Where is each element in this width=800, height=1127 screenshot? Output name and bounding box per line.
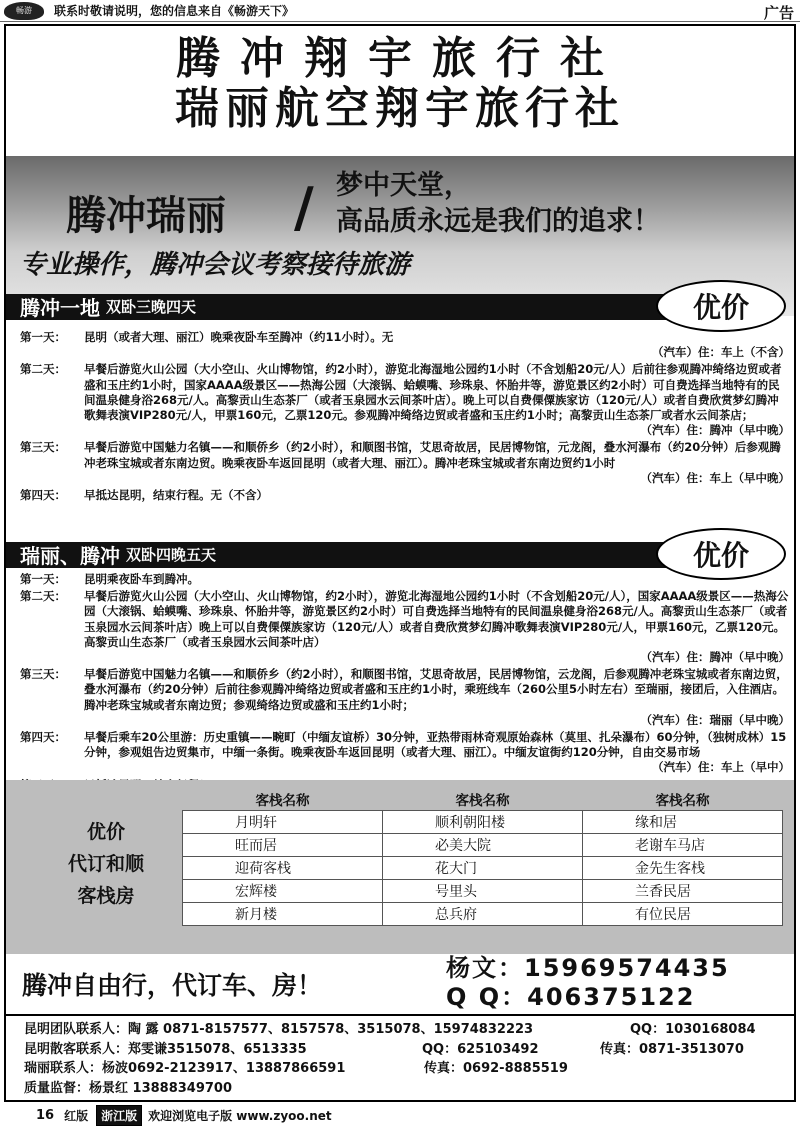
region-badge: 浙江版	[96, 1105, 142, 1126]
contact-list	[24, 1020, 794, 1098]
day-text: 早餐后游览中国魅力名镇——和顺侨乡（约2小时），和顺图书馆，艾思奇故居，民居博物馆，元龙阁，叠水河瀑布（约20分钟）后参观腾冲老珠宝城或者东南边贸。晚乘夜卧车返回昆明（或者大理、丽江）。腾冲老珠宝城或者东南边贸约1小时 （汽车）住：车上（早中晚）	[84, 440, 790, 485]
inn-name-cell: 花大门	[383, 856, 583, 879]
itinerary-day	[20, 330, 790, 360]
title-line-2: 瑞丽航空翔宇旅行社	[175, 83, 625, 134]
day-transport: （汽车）住：车上（不含）	[652, 345, 790, 360]
section-subtitle: 双卧四晚五天	[126, 545, 217, 564]
day-text: 早餐后游览中国魅力名镇——和顺侨乡（约2小时），和顺图书馆，艾思奇故居，民居博物馆，云龙阁，后参观腾冲老珠宝城或者东南边贸，叠水河瀑布（约20分钟）后前往参观腾冲绮络边贸或者盛和玉庄约1小时，乘班线车（260公里5小时左右）至瑞丽，接团后，入住酒店。腾冲老珠宝城或者东南边贸；参观绮络边贸或盛和玉庄约1小时； （汽车）住：瑞丽（早中晚）	[84, 667, 790, 727]
itinerary-day	[20, 667, 790, 728]
itinerary-day	[20, 440, 790, 486]
banner-tagline: 梦中天堂， 高品质永远是我们的追求！	[336, 170, 660, 237]
day-transport: （汽车）住：车上（早中）	[652, 760, 790, 775]
inn-name-cell: 总兵府	[383, 902, 583, 925]
inn-table-header	[183, 788, 783, 810]
section-header-tengchong	[6, 288, 794, 324]
day-transport: （汽车）住：腾冲（早中晚）	[640, 650, 790, 665]
inn-column-header: 客栈名称	[655, 792, 710, 809]
day-transport: （汽车）住：腾冲（早中晚）	[640, 423, 790, 438]
inn-name-cell: 新月楼	[183, 902, 383, 925]
day-label: 第一天：	[20, 572, 66, 586]
day-text: 早餐后乘车20公里游：历史重镇——畹町（中缅友谊桥）30分钟，亚热带雨林奇观原始森林（莫里、扎朵瀑布）60分钟，（独树成林）15分钟，参观姐告边贸集市，中缅一条街。晚乘夜卧车返回昆明（或者大理、丽江）。中缅友谊街约120分钟，自由交易市场 （汽车）住：车上（早中）	[84, 730, 790, 775]
itinerary-day	[20, 572, 790, 587]
inn-name-cell: 顺利朝阳楼	[383, 810, 583, 833]
day-text: 早餐后游览火山公园（大小空山、火山博物馆，约2小时），游览北海湿地公园约1小时（不含划船20元/人），国家AAAA级景区——热海公园（大滚锅、蛤蟆嘴、珍珠泉、怀胎井等，游览景区约2小时）可自费选择当地特有的民间温泉健身浴268元/人。高黎贡山生态茶厂（或者玉泉园水云间茶叶店）晚上可以自费傈僳族家访（120元/人）或者自费欣赏梦幻腾冲歌舞表演VIP280元/人，甲票160元，乙票120元。高黎贡山生态茶厂（或者玉泉园水云间茶叶店） （汽车）住：腾冲（早中晚）	[84, 589, 790, 665]
itinerary-tengchong	[20, 330, 790, 505]
contact-row: 瑞丽联系人：杨波0692-2123917、13887866591 传真：0692-8885519	[24, 1061, 568, 1076]
section-title: 瑞丽、腾冲	[20, 543, 120, 568]
inn-name-cell: 有位民居	[583, 902, 783, 925]
banner-slash: /	[294, 176, 314, 239]
day-text: 昆明乘夜卧车到腾冲。	[84, 572, 199, 586]
inn-column-header: 客栈名称	[455, 792, 510, 809]
day-text: 昆明（或者大理、丽江）晚乘夜卧车至腾冲（约11小时）。无 （汽车）住：车上（不含）	[84, 330, 790, 360]
inn-name-cell: 号里头	[383, 879, 583, 902]
inn-name-cell: 缘和居	[583, 810, 783, 833]
divider	[6, 1014, 794, 1016]
inn-name-cell: 兰香民居	[583, 879, 783, 902]
price-burst: 优价	[656, 280, 786, 332]
day-label: 第三天：	[20, 667, 66, 682]
inn-table	[182, 788, 783, 926]
itinerary-day	[20, 730, 790, 776]
day-label: 第一天：	[20, 330, 66, 344]
section-subtitle: 双卧三晚四天	[106, 297, 197, 316]
table-row	[183, 879, 783, 902]
inn-name-cell: 金先生客栈	[583, 856, 783, 879]
ad-label: 广告	[763, 4, 794, 22]
table-row	[183, 833, 783, 856]
day-transport: （汽车）住：车上（早中晚）	[640, 470, 790, 485]
title-line-1: 腾冲翔宇旅行社	[176, 33, 624, 84]
day-label: 第四天：	[20, 730, 66, 745]
source-notice: 联系时敬请说明，您的信息来自《畅游天下》	[54, 4, 295, 18]
table-row	[183, 810, 783, 833]
website-link[interactable]: 欢迎浏览电子版 www.zyoo.net	[148, 1109, 332, 1123]
itinerary-day	[20, 488, 790, 503]
section-header-ruili	[6, 536, 794, 572]
day-label: 第三天：	[20, 440, 66, 455]
banner-destination: 腾冲瑞丽	[66, 192, 226, 239]
inn-name-cell: 迎荷客栈	[183, 856, 383, 879]
page-footer	[0, 1104, 800, 1127]
day-label: 第二天：	[20, 362, 66, 377]
itinerary-day	[20, 362, 790, 438]
top-bar	[0, 0, 800, 22]
magazine-logo: 畅游	[4, 2, 44, 20]
itinerary-day	[20, 589, 790, 665]
day-label: 第二天：	[20, 589, 66, 604]
inn-name-cell: 必美大院	[383, 833, 583, 856]
section-title: 腾冲一地	[20, 295, 100, 320]
price-burst: 优价	[656, 528, 786, 580]
agency-titles	[6, 34, 794, 134]
inn-name-cell: 宏辉楼	[183, 879, 383, 902]
day-text: 早抵达昆明，结束行程。无（不含）	[84, 488, 268, 503]
table-row	[183, 902, 783, 925]
contact-row: 昆明团队联系人：陶 露 0871-8157577、8157578、3515078、15974832223 QQ：1030168084	[24, 1022, 756, 1037]
inn-booking-panel	[6, 780, 794, 954]
inn-panel-caption: 优价 代订和顺 客栈房	[67, 821, 144, 907]
inn-name-cell: 旺而居	[183, 833, 383, 856]
day-transport: （汽车）住：瑞丽（早中晚）	[640, 712, 790, 727]
promo-phone: 杨文：15969574435	[446, 954, 730, 982]
contact-row: 昆明散客联系人：郑雯谦3515078、6513335 QQ：625103492 传真：0871-3513070	[24, 1041, 744, 1057]
promo-contact	[446, 954, 730, 1012]
edition-label: 红版	[64, 1109, 89, 1123]
inn-column-header: 客栈名称	[255, 792, 310, 809]
contact-row: 质量监督：杨景红 13888349700	[24, 1080, 233, 1096]
page-number: 16	[36, 1108, 55, 1123]
banner-slogan: 专业操作，腾冲会议考察接待旅游	[20, 250, 411, 280]
day-text: 早餐后游览火山公园（大小空山、火山博物馆，约2小时），游览北海湿地公园约1小时（不含划船20元/人）后前往参观腾冲绮络边贸或者盛和玉庄约1小时，国家AAAA级景区——热海公园（大滚锅、蛤蟆嘴、珍珠泉、怀胎井等，游览景区约2小时）可自费选择当地特有的民间温泉健身浴268元/人。高黎贡山生态茶厂（或者玉泉园水云间茶叶店）。晚上可以自费傈僳族家访（120元/人）或者自费欣赏梦幻腾冲歌舞表演VIP280元/人，甲票160元，乙票120元。参观腾冲绮络边贸或者盛和玉庄约1小时；高黎贡山生态茶厂或者水云间茶店； （汽车）住：腾冲（早中晚）	[84, 362, 790, 438]
advert-frame	[4, 24, 796, 1102]
day-label: 第四天：	[20, 488, 66, 503]
inn-name-cell: 老谢车马店	[583, 833, 783, 856]
itinerary-ruili	[20, 572, 790, 810]
table-row	[183, 856, 783, 879]
promo-qq: Q Q：406375122	[446, 983, 696, 1011]
free-travel-line: 腾冲自由行，代订车、房！	[22, 971, 323, 1000]
inn-name-cell: 月明轩	[183, 810, 383, 833]
